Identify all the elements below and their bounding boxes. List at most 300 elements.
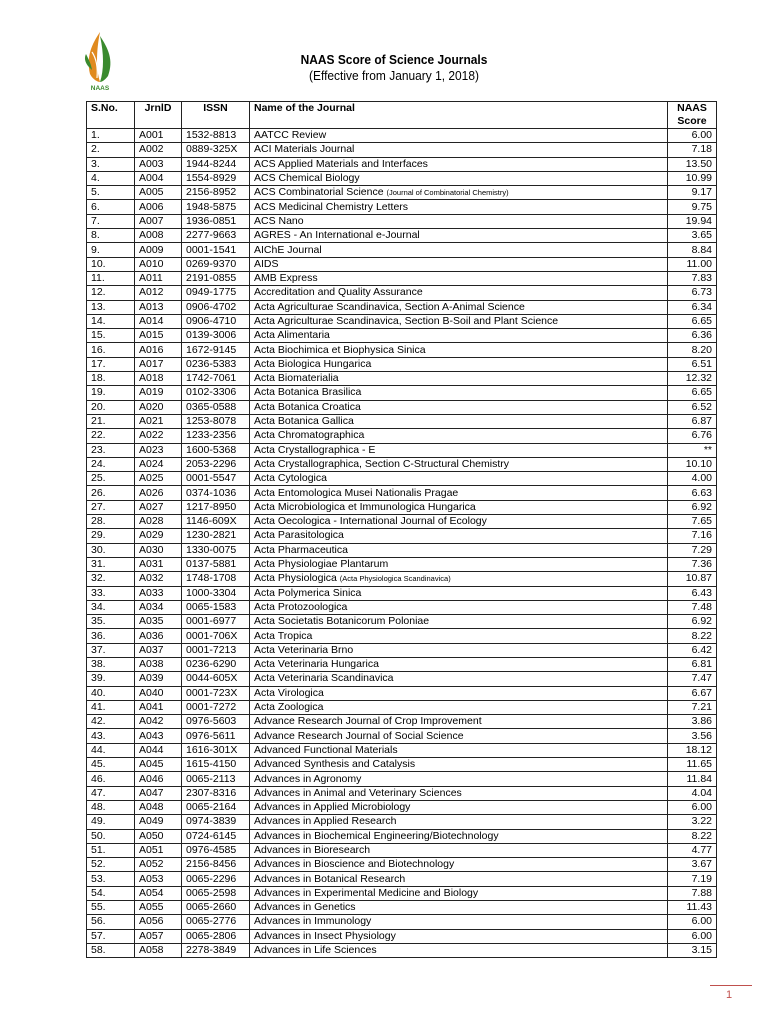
- cell-jrnlid: A018: [135, 372, 182, 386]
- journal-name: AIDS: [254, 257, 279, 270]
- cell-score: 6.87: [668, 414, 717, 428]
- cell-score: 7.36: [668, 557, 717, 571]
- cell-name: [250, 800, 668, 814]
- cell-jrnlid: A035: [135, 615, 182, 629]
- cell-jrnlid: A057: [135, 929, 182, 943]
- cell-jrnlid: A051: [135, 843, 182, 857]
- cell-sno: 41.: [87, 700, 135, 714]
- cell-issn: 0976-4585: [182, 843, 250, 857]
- table-row: [87, 515, 717, 529]
- cell-issn: 0001-5547: [182, 472, 250, 486]
- cell-sno: 58.: [87, 943, 135, 957]
- cell-score: 6.81: [668, 657, 717, 671]
- cell-score: 6.63: [668, 486, 717, 500]
- cell-name: [250, 329, 668, 343]
- cell-issn: 0065-2598: [182, 886, 250, 900]
- cell-issn: 1230-2821: [182, 529, 250, 543]
- journal-name: AGRES - An International e-Journal: [254, 229, 420, 242]
- cell-issn: 0001-1541: [182, 243, 250, 257]
- cell-score: 6.92: [668, 615, 717, 629]
- journal-name: ACS Chemical Biology: [254, 172, 360, 185]
- cell-name: [250, 300, 668, 314]
- journal-former-name: (Journal of Combinatorial Chemistry): [386, 188, 509, 198]
- cell-name: [250, 843, 668, 857]
- cell-sno: 25.: [87, 472, 135, 486]
- cell-jrnlid: A058: [135, 943, 182, 957]
- cell-score: 12.32: [668, 372, 717, 386]
- table-row: [87, 643, 717, 657]
- cell-jrnlid: A045: [135, 758, 182, 772]
- table-row: [87, 700, 717, 714]
- journal-name: Acta Crystallographica, Section C-Structural Chemistry: [254, 457, 510, 470]
- journal-name: Acta Entomologica Musei Nationalis Pragae: [254, 486, 459, 499]
- cell-issn: 0236-6290: [182, 657, 250, 671]
- cell-score: 18.12: [668, 743, 717, 757]
- cell-name: [250, 686, 668, 700]
- cell-sno: 34.: [87, 600, 135, 614]
- cell-issn: 0065-2113: [182, 772, 250, 786]
- cell-jrnlid: A014: [135, 314, 182, 328]
- naas-logo: [82, 30, 118, 92]
- cell-sno: 37.: [87, 643, 135, 657]
- cell-sno: 44.: [87, 743, 135, 757]
- cell-sno: 56.: [87, 915, 135, 929]
- cell-name: [250, 500, 668, 514]
- cell-name: [250, 286, 668, 300]
- cell-name: [250, 443, 668, 457]
- cell-jrnlid: A043: [135, 729, 182, 743]
- cell-issn: 0065-2776: [182, 915, 250, 929]
- cell-jrnlid: A028: [135, 515, 182, 529]
- table-row: [87, 758, 717, 772]
- cell-issn: 1748-1708: [182, 572, 250, 586]
- cell-sno: 6.: [87, 200, 135, 214]
- journal-name: Acta Agriculturae Scandinavica, Section B-Soil and Plant Science: [254, 315, 559, 327]
- table-body: [87, 129, 717, 958]
- journal-name: Advance Research Journal of Crop Improvement: [254, 715, 482, 728]
- document-title: NAAS Score of Science Journals: [300, 52, 488, 67]
- col-header-score-line1: NAAS: [677, 102, 707, 114]
- cell-score: 3.65: [668, 229, 717, 243]
- cell-issn: 0906-4702: [182, 300, 250, 314]
- journal-name: ACS Applied Materials and Interfaces: [254, 157, 428, 170]
- cell-issn: 0236-5383: [182, 357, 250, 371]
- table-row: [87, 186, 717, 200]
- table-row: [87, 486, 717, 500]
- cell-sno: 10.: [87, 257, 135, 271]
- cell-jrnlid: A053: [135, 872, 182, 886]
- table-row: [87, 500, 717, 514]
- cell-name: [250, 171, 668, 185]
- cell-sno: 22.: [87, 429, 135, 443]
- table-row: [87, 686, 717, 700]
- journal-name: Acta Veterinaria Hungarica: [254, 658, 379, 671]
- journal-name: Acta Botanica Brasilica: [254, 386, 362, 399]
- journal-name: Acta Biologica Hungarica: [254, 357, 372, 370]
- cell-score: 19.94: [668, 214, 717, 228]
- cell-sno: 40.: [87, 686, 135, 700]
- cell-name: [250, 529, 668, 543]
- cell-score: 11.65: [668, 758, 717, 772]
- cell-sno: 11.: [87, 271, 135, 285]
- cell-score: 7.21: [668, 700, 717, 714]
- table-row: [87, 400, 717, 414]
- cell-name: [250, 343, 668, 357]
- cell-name: [250, 758, 668, 772]
- cell-name: [250, 271, 668, 285]
- cell-jrnlid: A016: [135, 343, 182, 357]
- cell-issn: 0065-2296: [182, 872, 250, 886]
- table-row: [87, 557, 717, 571]
- cell-name: [250, 786, 668, 800]
- cell-sno: 30.: [87, 543, 135, 557]
- cell-jrnlid: A015: [135, 329, 182, 343]
- cell-sno: 45.: [87, 758, 135, 772]
- cell-name: [250, 515, 668, 529]
- cell-name: [250, 214, 668, 228]
- cell-issn: 0001-6977: [182, 615, 250, 629]
- journal-name: Advances in Applied Microbiology: [254, 801, 411, 814]
- table-row: [87, 300, 717, 314]
- cell-sno: 15.: [87, 329, 135, 343]
- cell-score: 3.86: [668, 715, 717, 729]
- cell-score: 6.65: [668, 314, 717, 328]
- journal-name: Acta Crystallographica - E: [254, 443, 376, 456]
- cell-jrnlid: A012: [135, 286, 182, 300]
- cell-jrnlid: A036: [135, 629, 182, 643]
- cell-score: 4.77: [668, 843, 717, 857]
- cell-score: 7.29: [668, 543, 717, 557]
- table-row: [87, 472, 717, 486]
- cell-score: 3.67: [668, 858, 717, 872]
- journal-name: Acta Biomaterialia: [254, 372, 339, 385]
- cell-issn: 2307-8316: [182, 786, 250, 800]
- cell-issn: 1330-0075: [182, 543, 250, 557]
- document-header: [230, 52, 558, 83]
- cell-issn: 0001-7272: [182, 700, 250, 714]
- cell-jrnlid: A023: [135, 443, 182, 457]
- cell-name: [250, 386, 668, 400]
- cell-jrnlid: A009: [135, 243, 182, 257]
- journal-name: Acta Veterinaria Brno: [254, 643, 354, 656]
- cell-score: 6.43: [668, 586, 717, 600]
- journal-name: Acta Physiologiae Plantarum: [254, 558, 389, 571]
- cell-jrnlid: A048: [135, 800, 182, 814]
- journal-name: Advances in Life Sciences: [254, 944, 377, 957]
- cell-name: [250, 815, 668, 829]
- cell-sno: 27.: [87, 500, 135, 514]
- cell-issn: 1944-8244: [182, 157, 250, 171]
- cell-name: [250, 157, 668, 171]
- journal-name: Advance Research Journal of Social Science: [254, 729, 464, 742]
- cell-issn: 1600-5368: [182, 443, 250, 457]
- journal-name: Advanced Functional Materials: [254, 743, 398, 756]
- cell-jrnlid: A039: [135, 672, 182, 686]
- svg-text:NAAS: NAAS: [90, 85, 110, 92]
- cell-jrnlid: A003: [135, 157, 182, 171]
- table-row: [87, 143, 717, 157]
- journal-score-table: [86, 101, 717, 958]
- cell-score: 11.84: [668, 772, 717, 786]
- cell-jrnlid: A017: [135, 357, 182, 371]
- table-row: [87, 314, 717, 328]
- cell-score: **: [668, 443, 717, 457]
- cell-name: [250, 372, 668, 386]
- cell-issn: 0065-2660: [182, 901, 250, 915]
- cell-sno: 52.: [87, 858, 135, 872]
- cell-issn: 0044-605X: [182, 672, 250, 686]
- table-row: [87, 672, 717, 686]
- cell-issn: 1948-5875: [182, 200, 250, 214]
- cell-issn: 1253-8078: [182, 414, 250, 428]
- table-row: [87, 843, 717, 857]
- table-row: [87, 200, 717, 214]
- table-row: [87, 343, 717, 357]
- table-row: [87, 229, 717, 243]
- table-row: [87, 600, 717, 614]
- cell-sno: 33.: [87, 586, 135, 600]
- table-row: [87, 629, 717, 643]
- cell-issn: 1742-7061: [182, 372, 250, 386]
- cell-jrnlid: A013: [135, 300, 182, 314]
- cell-sno: 26.: [87, 486, 135, 500]
- cell-name: [250, 257, 668, 271]
- cell-issn: 0065-2806: [182, 929, 250, 943]
- table-row: [87, 457, 717, 471]
- cell-jrnlid: A050: [135, 829, 182, 843]
- table-row: [87, 572, 717, 586]
- cell-score: 6.67: [668, 686, 717, 700]
- cell-name: [250, 486, 668, 500]
- cell-issn: 2053-2296: [182, 457, 250, 471]
- journal-name: Advances in Bioresearch: [254, 843, 371, 856]
- col-header-name: Name of the Journal: [250, 102, 668, 129]
- cell-jrnlid: A038: [135, 657, 182, 671]
- table-row: [87, 829, 717, 843]
- cell-name: [250, 186, 668, 200]
- journal-name: AIChE Journal: [254, 243, 322, 256]
- cell-score: 8.84: [668, 243, 717, 257]
- table-row: [87, 872, 717, 886]
- cell-sno: 53.: [87, 872, 135, 886]
- cell-jrnlid: A032: [135, 572, 182, 586]
- journal-name: Acta Botanica Gallica: [254, 415, 354, 428]
- journal-name: Advances in Applied Research: [254, 815, 397, 828]
- cell-issn: 1616-301X: [182, 743, 250, 757]
- journal-name: Advances in Genetics: [254, 901, 356, 914]
- cell-jrnlid: A056: [135, 915, 182, 929]
- cell-jrnlid: A026: [135, 486, 182, 500]
- journal-name: Acta Biochimica et Biophysica Sinica: [254, 343, 426, 356]
- cell-sno: 36.: [87, 629, 135, 643]
- cell-name: [250, 243, 668, 257]
- journal-name: Acta Protozoologica: [254, 600, 348, 613]
- cell-score: 10.99: [668, 171, 717, 185]
- cell-name: [250, 600, 668, 614]
- cell-name: [250, 129, 668, 143]
- table-row: [87, 129, 717, 143]
- journal-name: Acta Alimentaria: [254, 329, 330, 342]
- cell-issn: 0269-9370: [182, 257, 250, 271]
- journal-name: Acta Pharmaceutica: [254, 543, 348, 556]
- cell-name: [250, 901, 668, 915]
- cell-score: 7.48: [668, 600, 717, 614]
- table-row: [87, 271, 717, 285]
- cell-jrnlid: A024: [135, 457, 182, 471]
- cell-jrnlid: A029: [135, 529, 182, 543]
- cell-score: 6.34: [668, 300, 717, 314]
- table-row: [87, 929, 717, 943]
- cell-sno: 23.: [87, 443, 135, 457]
- journal-name: Advances in Animal and Veterinary Sciences: [254, 786, 462, 799]
- table-row: [87, 858, 717, 872]
- cell-jrnlid: A033: [135, 586, 182, 600]
- cell-name: [250, 643, 668, 657]
- cell-issn: 0949-1775: [182, 286, 250, 300]
- col-header-sno: S.No.: [87, 102, 135, 129]
- cell-sno: 39.: [87, 672, 135, 686]
- table-row: [87, 943, 717, 957]
- cell-score: 6.76: [668, 429, 717, 443]
- journal-name: Accreditation and Quality Assurance: [254, 286, 423, 299]
- cell-score: 8.22: [668, 629, 717, 643]
- cell-jrnlid: A011: [135, 271, 182, 285]
- cell-sno: 47.: [87, 786, 135, 800]
- cell-score: 6.00: [668, 915, 717, 929]
- journal-name: Acta Chromatographica: [254, 429, 365, 442]
- table-row: [87, 815, 717, 829]
- cell-name: [250, 586, 668, 600]
- table-row: [87, 615, 717, 629]
- cell-name: [250, 414, 668, 428]
- table-row: [87, 772, 717, 786]
- cell-jrnlid: A008: [135, 229, 182, 243]
- cell-score: 10.87: [668, 572, 717, 586]
- cell-issn: 1672-9145: [182, 343, 250, 357]
- journal-name: Acta Botanica Croatica: [254, 400, 361, 413]
- journal-name: Advances in Botanical Research: [254, 872, 406, 885]
- journal-name: Acta Cytologica: [254, 472, 327, 485]
- journal-name: AATCC Review: [254, 129, 327, 142]
- table-row: [87, 171, 717, 185]
- cell-score: 8.20: [668, 343, 717, 357]
- cell-sno: 32.: [87, 572, 135, 586]
- table-row: [87, 443, 717, 457]
- cell-score: 7.88: [668, 886, 717, 900]
- journal-name: ACS Nano: [254, 214, 304, 227]
- cell-score: 6.00: [668, 129, 717, 143]
- cell-issn: 2278-3849: [182, 943, 250, 957]
- cell-sno: 50.: [87, 829, 135, 843]
- cell-jrnlid: A049: [135, 815, 182, 829]
- col-header-issn: ISSN: [182, 102, 250, 129]
- cell-sno: 20.: [87, 400, 135, 414]
- cell-sno: 4.: [87, 171, 135, 185]
- journal-name: Acta Microbiologica et Immunologica Hungarica: [254, 500, 476, 513]
- cell-score: 13.50: [668, 157, 717, 171]
- cell-sno: 31.: [87, 557, 135, 571]
- cell-issn: 0724-6145: [182, 829, 250, 843]
- cell-score: 10.10: [668, 457, 717, 471]
- cell-name: [250, 557, 668, 571]
- cell-sno: 16.: [87, 343, 135, 357]
- cell-issn: 0065-2164: [182, 800, 250, 814]
- cell-jrnlid: A007: [135, 214, 182, 228]
- cell-issn: 1000-3304: [182, 586, 250, 600]
- table-row: [87, 372, 717, 386]
- cell-jrnlid: A022: [135, 429, 182, 443]
- cell-name: [250, 829, 668, 843]
- cell-name: [250, 772, 668, 786]
- table-row: [87, 915, 717, 929]
- cell-sno: 43.: [87, 729, 135, 743]
- journal-name: Acta Virologica: [254, 686, 324, 699]
- col-header-score-line2: Score: [677, 115, 707, 127]
- cell-issn: 1936-0851: [182, 214, 250, 228]
- document-subtitle: (Effective from January 1, 2018): [309, 68, 479, 83]
- cell-name: [250, 872, 668, 886]
- cell-sno: 19.: [87, 386, 135, 400]
- cell-score: 9.17: [668, 186, 717, 200]
- journal-name: Acta Tropica: [254, 629, 313, 642]
- cell-sno: 42.: [87, 715, 135, 729]
- cell-jrnlid: A002: [135, 143, 182, 157]
- journal-name: Advances in Agronomy: [254, 772, 362, 785]
- cell-name: [250, 314, 668, 328]
- journal-name: Advances in Immunology: [254, 915, 372, 928]
- cell-score: 6.42: [668, 643, 717, 657]
- leaf-logo-icon: [82, 30, 118, 92]
- journal-name: Advances in Biochemical Engineering/Biotechnology: [254, 829, 499, 842]
- cell-name: [250, 657, 668, 671]
- cell-sno: 35.: [87, 615, 135, 629]
- table-row: [87, 886, 717, 900]
- cell-score: 8.22: [668, 829, 717, 843]
- table-row: [87, 657, 717, 671]
- cell-issn: 1554-8929: [182, 171, 250, 185]
- cell-jrnlid: A021: [135, 414, 182, 428]
- table-row: [87, 543, 717, 557]
- cell-sno: 57.: [87, 929, 135, 943]
- cell-jrnlid: A047: [135, 786, 182, 800]
- table-row: [87, 257, 717, 271]
- cell-score: 7.18: [668, 143, 717, 157]
- cell-sno: 51.: [87, 843, 135, 857]
- cell-sno: 28.: [87, 515, 135, 529]
- cell-sno: 8.: [87, 229, 135, 243]
- cell-sno: 29.: [87, 529, 135, 543]
- table-row: [87, 414, 717, 428]
- cell-jrnlid: A030: [135, 543, 182, 557]
- cell-jrnlid: A025: [135, 472, 182, 486]
- cell-score: 6.65: [668, 386, 717, 400]
- cell-jrnlid: A041: [135, 700, 182, 714]
- cell-sno: 46.: [87, 772, 135, 786]
- cell-issn: 1233-2356: [182, 429, 250, 443]
- cell-sno: 54.: [87, 886, 135, 900]
- cell-sno: 9.: [87, 243, 135, 257]
- journal-name: Acta Polymerica Sinica: [254, 586, 362, 599]
- cell-sno: 38.: [87, 657, 135, 671]
- cell-name: [250, 858, 668, 872]
- cell-score: 9.75: [668, 200, 717, 214]
- cell-sno: 55.: [87, 901, 135, 915]
- journal-name: Acta Zoologica: [254, 701, 324, 714]
- table-row: [87, 243, 717, 257]
- cell-jrnlid: A019: [135, 386, 182, 400]
- cell-issn: 0889-325X: [182, 143, 250, 157]
- col-header-score: [668, 102, 717, 129]
